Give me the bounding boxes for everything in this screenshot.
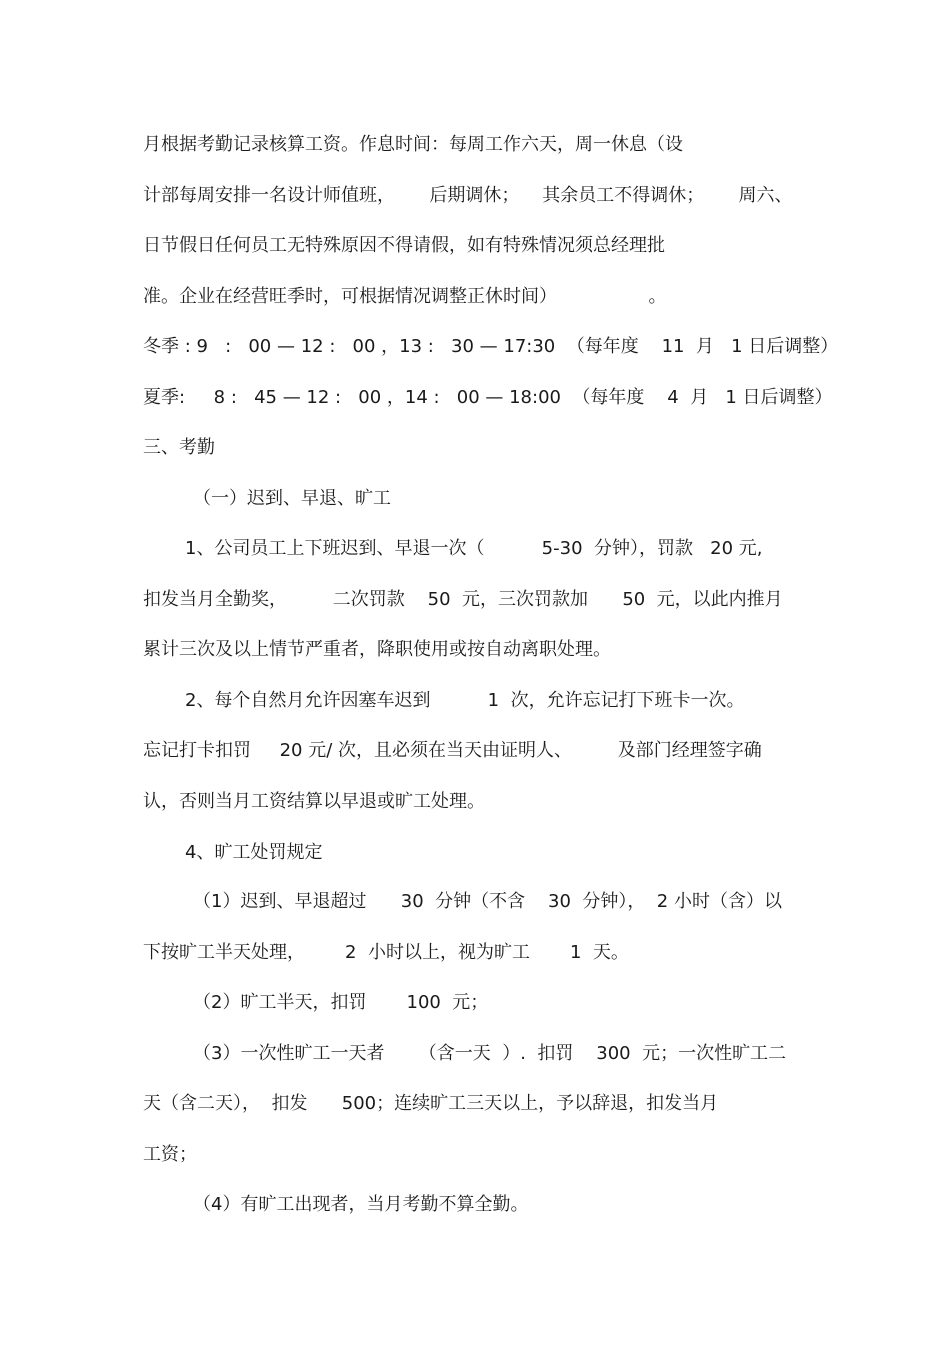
text-line-6: 夏季: 8 : 45 — 12 : 00 ，14 : 00 — 18:00 （每年度 4 月 1 日后调整）	[143, 387, 833, 408]
text-line-20: 天（含二天）， 扣发 500；连续旷工三天以上，予以辞退，扣发当月	[143, 1093, 719, 1114]
section-heading: 三、考勤	[143, 437, 215, 458]
text-line-22: （4）有旷工出现者，当月考勤不算全勤。	[193, 1194, 529, 1215]
text-line-14: 认，否则当月工资结算以早退或旷工处理。	[143, 791, 485, 812]
text-line-11: 累计三次及以上情节严重者，降职使用或按自动离职处理。	[143, 639, 611, 660]
text-line-17: 下按旷工半天处理， 2 小时以上，视为旷工 1 天。	[143, 942, 629, 963]
text-line-16: （1）迟到、早退超过 30 分钟（不含 30 分钟）， 2 小时（含）以	[193, 891, 782, 912]
text-line-3: 日节假日任何员工无特殊原因不得请假，如有特殊情况须总经理批	[143, 235, 665, 256]
text-line-5: 冬季 : 9 : 00 — 12 : 00 ，13 : 30 — 17:30 （每年度 11 月 1 日后调整）	[143, 336, 839, 357]
text-line-1: 月根据考勤记录核算工资。作息时间：每周工作六天，周一休息（设	[143, 134, 683, 155]
text-line-9: 1、公司员工上下班迟到、早退一次（ 5-30 分钟），罚款 20 元,	[185, 538, 763, 559]
text-line-2: 计部每周安排一名设计师值班， 后期调休； 其余员工不得调休； 周六、	[143, 185, 793, 206]
text-line-15: 4、旷工处罚规定	[185, 842, 323, 863]
text-line-19: （3）一次性旷工一天者 （含一天 ）. 扣罚 300 元；一次性旷工二	[193, 1043, 787, 1064]
text-line-18: （2）旷工半天，扣罚 100 元；	[193, 992, 489, 1013]
text-line-21: 工资；	[143, 1144, 197, 1165]
text-line-4: 准。企业在经营旺季时，可根据情况调整正休时间） 。	[143, 286, 667, 307]
text-line-10: 扣发当月全勤奖， 二次罚款 50 元，三次罚款加 50 元，以此内推月	[143, 589, 783, 610]
subsection-heading: （一）迟到、早退、旷工	[193, 488, 391, 509]
text-line-12: 2、每个自然月允许因塞车迟到 1 次，允许忘记打下班卡一次。	[185, 690, 745, 711]
text-line-13: 忘记打卡扣罚 20 元/ 次，且必须在当天由证明人、 及部门经理签字确	[143, 740, 762, 761]
